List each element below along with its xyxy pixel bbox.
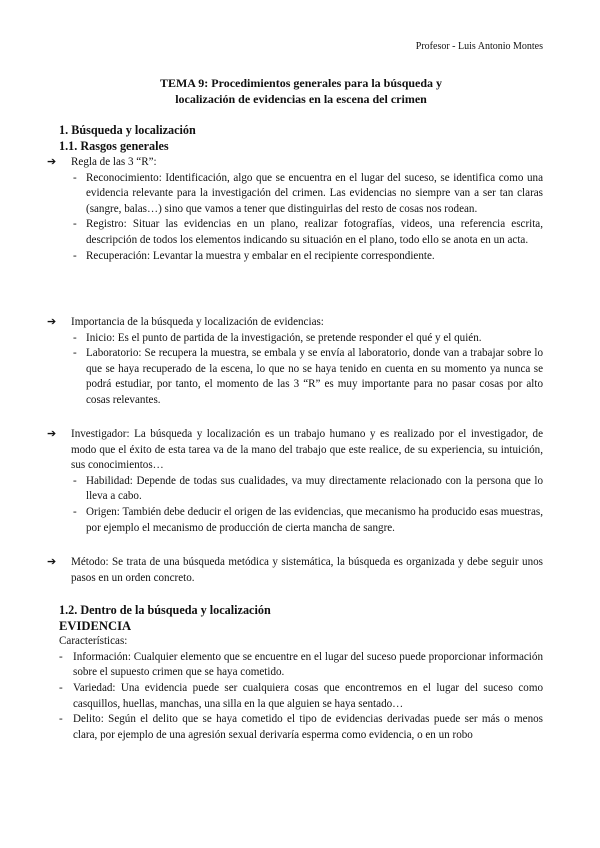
section-1-2-heading: 1.2. Dentro de la búsqueda y localización [59,603,271,617]
title-line-2: localización de evidencias en la escena del crimen [175,92,427,106]
list-item [59,331,543,347]
evidence-heading: EVIDENCIA [59,618,132,633]
list-item-text: Recuperación: Levantar la muestra y embalar en el recipiente correspondiente. [86,249,435,262]
list-item-text: Variedad: Una evidencia puede ser cualquiera cosas que encontremos en el lugar del suceso como casquillos, huellas, manchas, una silla en la que alguien se haya sentado… [73,681,543,710]
section-1-1-heading: 1.1. Rasgos generales [59,138,169,153]
dash-bullet: - [73,249,77,262]
list-item [59,712,543,743]
document-title [59,75,543,107]
arrow-icon: ➔ [47,428,57,440]
list-item [59,346,543,408]
arrow-item [47,555,543,586]
arrow-item [47,427,543,474]
list-item-text: Habilidad: Depende de todas sus cualidades, va muy directamente relacionado con la persona que lo lleva a cabo. [86,474,543,503]
list-item-text: Origen: También debe deducir el origen de las evidencias, que mecanismo ha producido esas muestras, por ejemplo el mecanismo de producción de cierta mancha de sangre. [86,505,543,534]
list-item [59,650,543,681]
arrow-text: Regla de las 3 “R”: [71,156,157,168]
list-item [59,249,543,265]
list-item-text: Información: Cualquier elemento que se encuentre en el lugar del suceso puede proporcionar información sobre el supuesto crimen que se haya cometido. [73,650,543,679]
list-item [59,505,543,536]
header-author: Profesor - Luis Antonio Montes [415,41,543,52]
list-item [59,474,543,505]
list-item [59,217,543,248]
dash-bullet: - [73,218,77,231]
arrow-text: Investigador: La búsqueda y localización es un trabajo humano y es realizado por el investigador, de modo que el éxito de esta tarea va de la mano del trabajo que este realice, de su experiencia, su intuición, sus conocimientos… [71,428,543,472]
title-line-1: TEMA 9: Procedimientos generales para la búsqueda y [159,76,443,90]
list-item-text: Inicio: Es el punto de partida de la investigación, se pretende responder el qué y el quién. [86,331,482,344]
dash-bullet: - [73,347,77,360]
dash-bullet: - [59,650,63,663]
investigator-block [47,427,543,536]
list-item-text: Delito: Según el delito que se haya cometido el tipo de evidencias derivadas puede ser más o menos clara, por ejemplo de una agresión sexual derivaría esperma como evidencia, o en un robo [73,713,543,741]
arrow-icon: ➔ [47,316,57,328]
dash-bullet: - [73,474,77,487]
arrow-item [47,155,543,171]
arrow-text: Método: Se trata de una búsqueda metódica y sistemática, la búsqueda es organizada y debe seguir unos pasos en un orden concreto. [71,556,543,584]
list-item-text: Registro: Situar las evidencias en un plano, realizar fotografías, videos, una referencia escrita, descripción de todos los elementos indicando su situación en el plano, todo ello se anota en un acta. [86,218,543,246]
arrow-item [47,315,543,331]
importance-block [47,315,543,409]
arrow-icon: ➔ [47,556,57,568]
list-item [59,681,543,712]
characteristics-label: Características: [59,635,128,648]
dash-bullet: - [73,171,77,184]
section-1-heading: 1. Búsqueda y localización [59,123,196,137]
dash-bullet: - [73,505,77,518]
dash-bullet: - [73,331,77,344]
dash-bullet: - [59,713,63,726]
list-item-text: Reconocimiento: Identificación, algo que se encuentra en el lugar del suceso, se identifica como una evidencia relevante para la investigación del crimen. Las evidencias no siempre van a ser tan claras (sangre, balas…) sino que vamos a tener que distinguirlas del resto de cosas nos rodean. [86,171,543,215]
method-block [47,555,543,586]
dash-bullet: - [59,681,63,694]
section-1-2 [59,603,543,743]
section-1 [59,123,543,154]
list-item [59,171,543,218]
arrow-text: Importancia de la búsqueda y localización de evidencias: [71,316,324,328]
list-item-text: Laboratorio: Se recupera la muestra, se embala y se envía al laboratorio, donde van a trabajar sobre lo que se haya recuperado de la escena, lo que no se haya tenido en cuenta en su momento ya nunca se podrá estudiar, por tanto, el momento de las 3 “R” es muy importante para no pasar cosas por alto cosas relevantes. [86,347,543,406]
arrow-icon: ➔ [47,156,57,168]
rule-3r-block [47,155,543,264]
